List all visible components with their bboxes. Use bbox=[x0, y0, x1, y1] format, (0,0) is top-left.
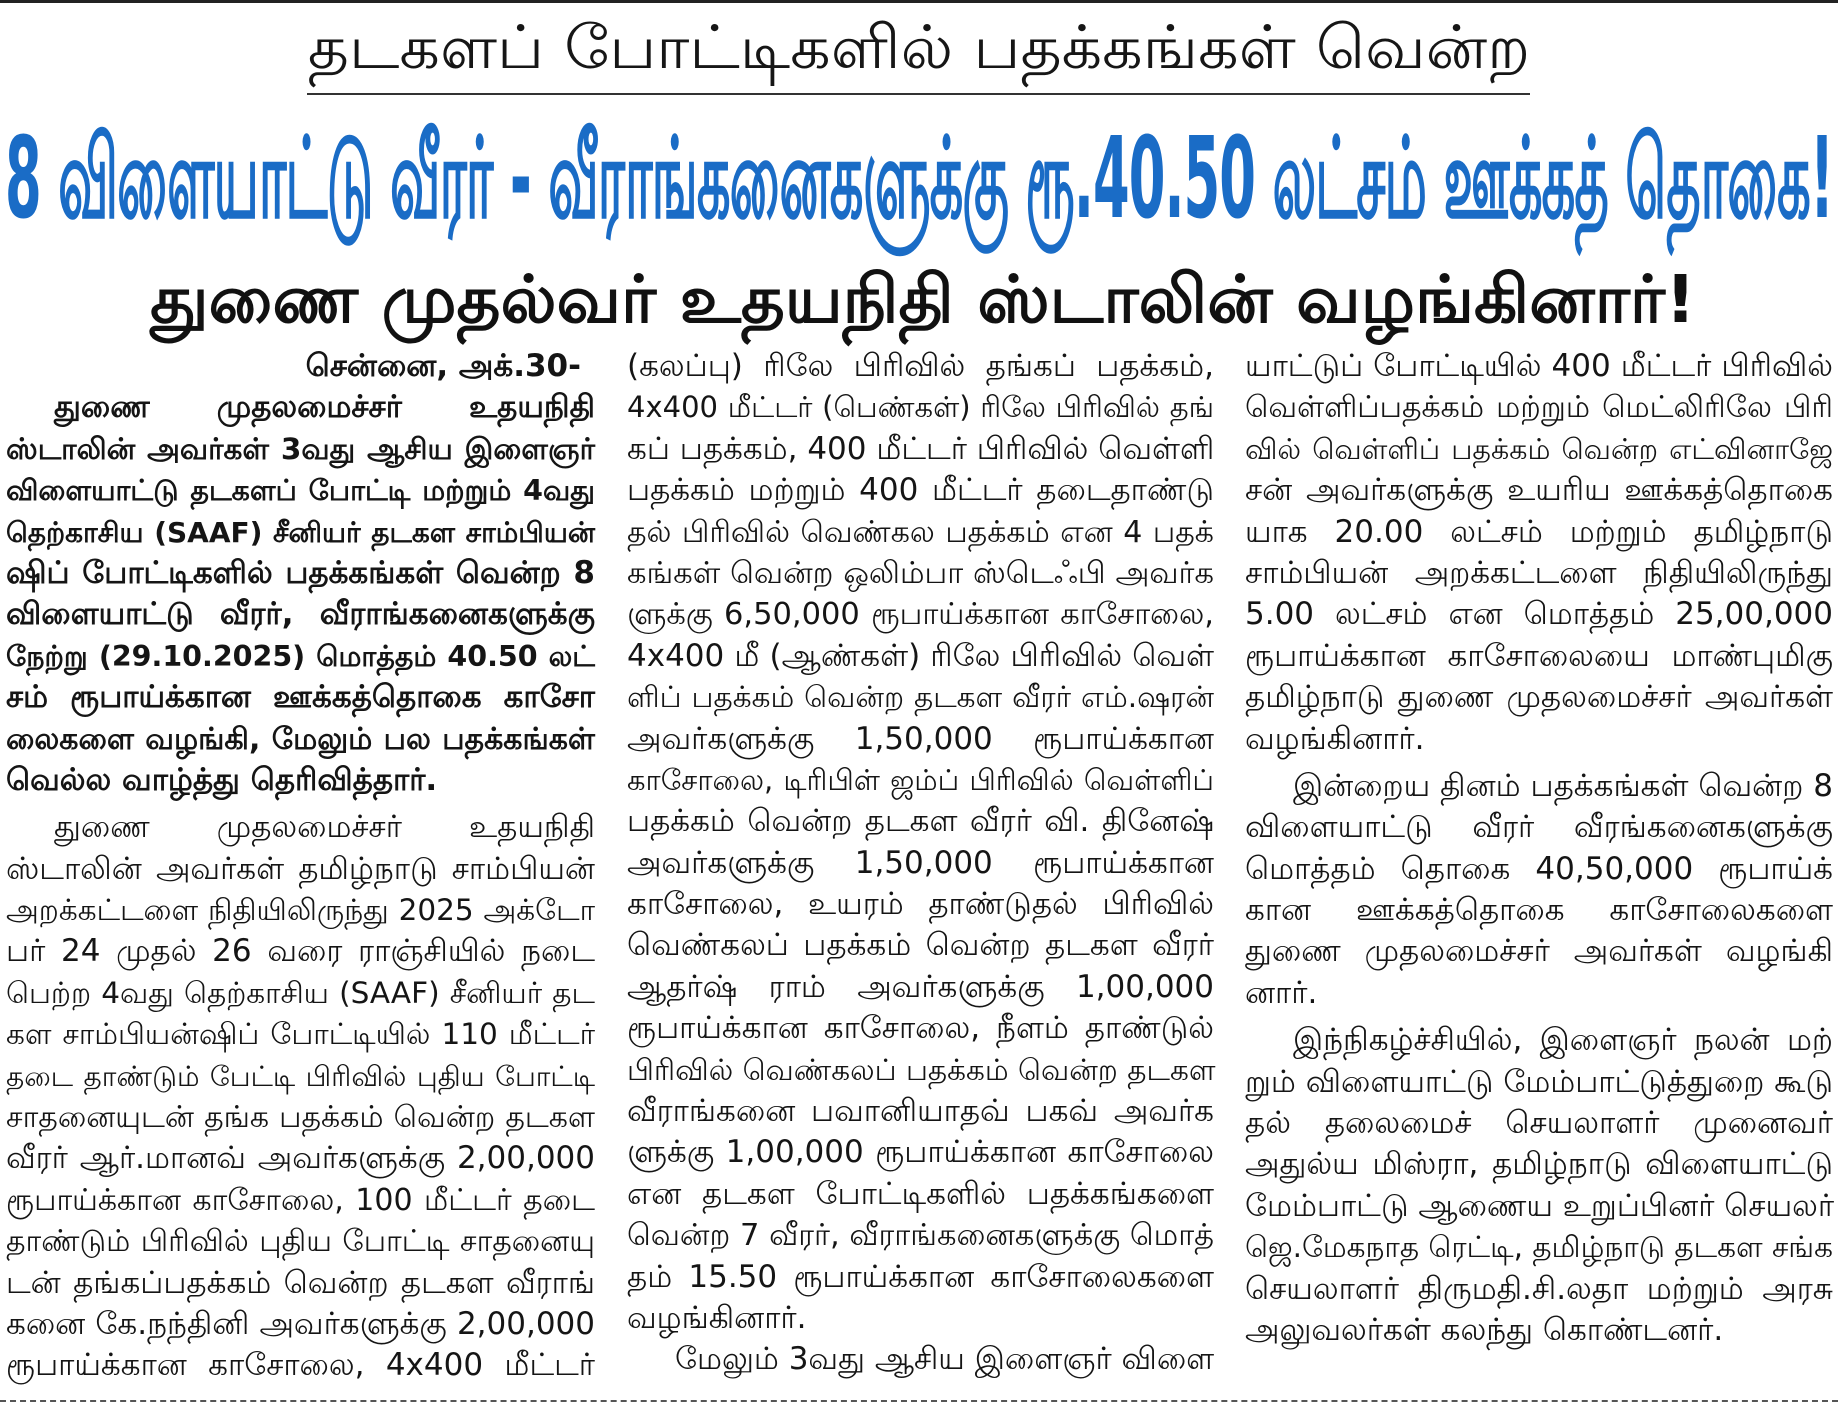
text-line: றும் விளையாட்டு மேம்பாட்டுத்துறை கூடு bbox=[1245, 1063, 1833, 1100]
text-line: ரூபாய்க்கான காசோலை, 4x400 மீட்டர் bbox=[6, 1347, 595, 1384]
subheadline-text: துணை முதல்வர் உதயநிதி ஸ்டாலின் வழங்கினார்! bbox=[150, 261, 1696, 338]
text-line: ஆதர்ஷ் ராம் அவர்களுக்கு 1,00,000 bbox=[627, 968, 1214, 1005]
kicker-headline bbox=[307, 8, 1530, 88]
text-line: துணை முதலமைச்சர் அவர்கள் வழங்கி bbox=[1245, 933, 1833, 970]
body-paragraph bbox=[1245, 1020, 1833, 1351]
text-line: சம் ரூபாய்க்கான ஊக்கத்தொகை காசோ bbox=[6, 679, 595, 716]
text-line: கனை கே.நந்தினி அவர்களுக்கு 2,00,000 bbox=[6, 1305, 595, 1342]
body-paragraph bbox=[6, 807, 595, 1386]
text-line: அலுவலர்கள் கலந்து கொண்டனர். bbox=[1245, 1311, 1724, 1348]
text-line: ளுக்கு 1,00,000 ரூபாய்க்கான காசோலை bbox=[627, 1134, 1214, 1171]
text-line: கள சாம்பியன்ஷிப் போட்டியில் 110 மீட்டர் bbox=[6, 1017, 595, 1052]
text-line: ரூபாய்க்கான காசோலை, 100 மீட்டர் தடை bbox=[6, 1182, 595, 1218]
text-line: விளையாட்டு வீரர், வீராங்கனைகளுக்கு bbox=[6, 596, 595, 633]
text-line: 5.00 லட்சம் என மொத்தம் 25,00,000 bbox=[1245, 596, 1833, 633]
text-line: தல் பிரிவில் வெண்கல பதக்கம் என 4 பதக் bbox=[627, 514, 1214, 550]
text-line: நேற்று (29.10.2025) மொத்தம் 40.50 லட் bbox=[6, 639, 595, 673]
text-line: லைகளை வழங்கி, மேலும் பல பதக்கங்கள் bbox=[6, 721, 595, 757]
kicker-headline-text: தடகளப் போட்டிகளில் பதக்கங்கள் வென்ற bbox=[307, 13, 1530, 83]
text-line: பெற்ற 4வது தெற்காசிய (SAAF) சீனியர் தட bbox=[6, 975, 595, 1010]
text-line: தெற்காசிய (SAAF) சீனியர் தடகள சாம்பியன் bbox=[6, 515, 595, 549]
kicker-underline bbox=[307, 93, 1530, 95]
text-line: (கலப்பு) ரிலே பிரிவில் தங்கப் பதக்கம், bbox=[627, 348, 1214, 384]
text-line: தல் தலைமைச் செயலாளர் முனைவர் bbox=[1245, 1105, 1833, 1142]
text-line: டன் தங்கப்பதக்கம் வென்ற தடகள வீராங் bbox=[6, 1264, 595, 1301]
text-line: பதக்கம் வென்ற தடகள வீரர் வி. தினேஷ் bbox=[627, 803, 1214, 840]
text-line: அறக்கட்டளை நிதியிலிருந்து 2025 அக்டோ bbox=[6, 893, 595, 928]
main-headline bbox=[5, 104, 1833, 254]
text-line: இந்நிகழ்ச்சியில், இளைஞர் நலன் மற் bbox=[1293, 1022, 1833, 1059]
subheadline bbox=[150, 255, 1696, 345]
text-line: கங்கள் வென்ற ஒலிம்பா ஸ்டெஃபி அவர்க bbox=[627, 555, 1214, 591]
text-line: ரூபாய்க்கான காசோலையை மாண்புமிகு bbox=[1245, 637, 1833, 674]
text-line: யாக 20.00 லட்சம் மற்றும் தமிழ்நாடு bbox=[1245, 513, 1833, 550]
text-line: மேம்பாட்டு ஆணைய உறுப்பினர் செயலர் bbox=[1245, 1187, 1835, 1224]
text-line: மேலும் 3வது ஆசிய இளைஞர் விளை bbox=[675, 1341, 1215, 1378]
text-line: தமிழ்நாடு துணை முதலமைச்சர் அவர்கள் bbox=[1245, 679, 1833, 716]
lead-paragraph bbox=[6, 387, 595, 801]
text-line: வீரர் ஆர்.மானவ் அவர்களுக்கு 2,00,000 bbox=[6, 1140, 595, 1177]
text-line: என தடகள போட்டிகளில் பதக்கங்களை bbox=[627, 1175, 1214, 1212]
text-line: அவர்களுக்கு 1,50,000 ரூபாய்க்கான bbox=[627, 720, 1214, 757]
text-line: வென்ற 7 வீரர், வீராங்கனைகளுக்கு மொத் bbox=[627, 1218, 1214, 1254]
text-line: விளையாட்டு வீரர் வீரங்கனைகளுக்கு bbox=[1245, 809, 1833, 846]
text-line: வில் வெள்ளிப் பதக்கம் வென்ற எட்வினாஜே bbox=[1245, 432, 1833, 466]
text-line: ஸ்டாலின் அவர்கள் தமிழ்நாடு சாம்பியன் bbox=[6, 850, 595, 887]
text-line: தம் 15.50 ரூபாய்க்கான காசோலைகளை bbox=[627, 1258, 1214, 1295]
text-line: சாம்பியன் அறக்கட்டளை நிதியிலிருந்து bbox=[1245, 554, 1833, 591]
text-line: ளுக்கு 6,50,000 ரூபாய்க்கான காசோலை, bbox=[627, 597, 1214, 633]
text-line: அதுல்ய மிஸ்ரா, தமிழ்நாடு விளையாட்டு bbox=[1245, 1146, 1833, 1183]
body-paragraph bbox=[1245, 346, 1833, 760]
text-line: இன்றைய தினம் பதக்கங்கள் வென்ற 8 bbox=[1293, 767, 1833, 804]
text-line: பர் 24 முதல் 26 வரை ராஞ்சியில் நடை bbox=[6, 933, 595, 970]
text-line: மொத்தம் தொகை 40,50,000 ரூபாய்க் bbox=[1245, 850, 1833, 887]
article-column-1 bbox=[6, 346, 595, 1387]
text-line: விளையாட்டு தடகளப் போட்டி மற்றும் 4வது bbox=[6, 474, 595, 508]
dateline: சென்னை, அக்.30- bbox=[305, 348, 581, 384]
text-line: தாண்டும் பிரிவில் புதிய போட்டி சாதனையு bbox=[6, 1224, 595, 1260]
text-line: வழங்கினார். bbox=[1245, 720, 1425, 757]
article-column-3 bbox=[1245, 346, 1833, 1351]
text-line: பிரிவில் வெண்கலப் பதக்கம் வென்ற தடகள bbox=[627, 1052, 1216, 1087]
text-line: ஷிப் போட்டிகளில் பதக்கங்கள் வென்ற 8 bbox=[6, 554, 595, 591]
text-line: கப் பதக்கம், 400 மீட்டர் பிரிவில் வெள்ளி bbox=[627, 430, 1215, 467]
text-line: செயலாளர் திருமதி.சி.லதா மற்றும் அரசு bbox=[1245, 1270, 1833, 1307]
body-paragraph bbox=[627, 346, 1214, 1339]
article-column-2 bbox=[627, 346, 1214, 1381]
text-line: யாட்டுப் போட்டியில் 400 மீட்டர் பிரிவில் bbox=[1245, 348, 1833, 384]
text-line: வெண்கலப் பதக்கம் வென்ற தடகள வீரர் bbox=[627, 927, 1214, 964]
text-line: தடை தாண்டும் பேட்டி பிரிவில் புதிய போட்டி bbox=[6, 1059, 595, 1093]
text-line: துணை முதலமைச்சர் உதயநிதி bbox=[54, 809, 595, 846]
text-line: வழங்கினார். bbox=[627, 1299, 807, 1336]
text-line: 4x400 மீட்டர் (பெண்கள்) ரிலே பிரிவில் தங் bbox=[627, 390, 1214, 425]
text-line: காசோலை, உயரம் தாண்டுதல் பிரிவில் bbox=[627, 886, 1214, 923]
text-line: சாதனையுடன் தங்க பதக்கம் வென்ற தடகள bbox=[6, 1100, 595, 1136]
text-line: அவர்களுக்கு 1,50,000 ரூபாய்க்கான bbox=[627, 844, 1214, 881]
text-line: பதக்கம் மற்றும் 400 மீட்டர் தடைதாண்டு bbox=[627, 472, 1214, 509]
text-line: வீராங்கனை பவானியாதவ் பகவ் அவர்க bbox=[627, 1093, 1214, 1130]
text-line: சன் அவர்களுக்கு உயரிய ஊக்கத்தொகை bbox=[1245, 472, 1833, 509]
text-line: ரூபாய்க்கான காசோலை, நீளம் தாண்டுல் bbox=[627, 1010, 1214, 1047]
text-line: ஸ்டாலின் அவர்கள் 3வது ஆசிய இளைஞர் bbox=[6, 431, 595, 466]
body-paragraph bbox=[1245, 766, 1833, 1014]
body-paragraph bbox=[627, 1339, 1214, 1380]
text-line: ஜெ.மேகநாத ரெட்டி, தமிழ்நாடு தடகள சங்க bbox=[1245, 1230, 1833, 1265]
main-headline-text: 8 விளையாட்டு வீரர் - வீராங்கனைகளுக்கு ரூ.40.50 லட்சம் ஊக்கத் தொகை! bbox=[4, 114, 1834, 244]
text-line: வெள்ளிப்பதக்கம் மற்றும் மெட்லிரிலே பிரி bbox=[1245, 390, 1833, 426]
text-line: னார். bbox=[1245, 974, 1318, 1011]
text-line: வெல்ல வாழ்த்து தெரிவித்தார். bbox=[6, 761, 438, 798]
text-line: துணை முதலமைச்சர் உதயநிதி bbox=[54, 389, 595, 426]
text-line: காசோலை, டிரிபிள் ஜம்ப் பிரிவில் வெள்ளிப் bbox=[627, 762, 1214, 797]
top-rule bbox=[0, 0, 1838, 3]
bottom-dashed-rule bbox=[0, 1400, 1838, 1402]
text-line: ளிப் பதக்கம் வென்ற தடகள வீரர் எம்.ஷரன் bbox=[627, 680, 1214, 715]
text-line: 4x400 மீ (ஆண்கள்) ரிலே பிரிவில் வெள் bbox=[627, 637, 1214, 674]
text-line: கான ஊக்கத்தொகை காசோலைகளை bbox=[1245, 892, 1833, 929]
